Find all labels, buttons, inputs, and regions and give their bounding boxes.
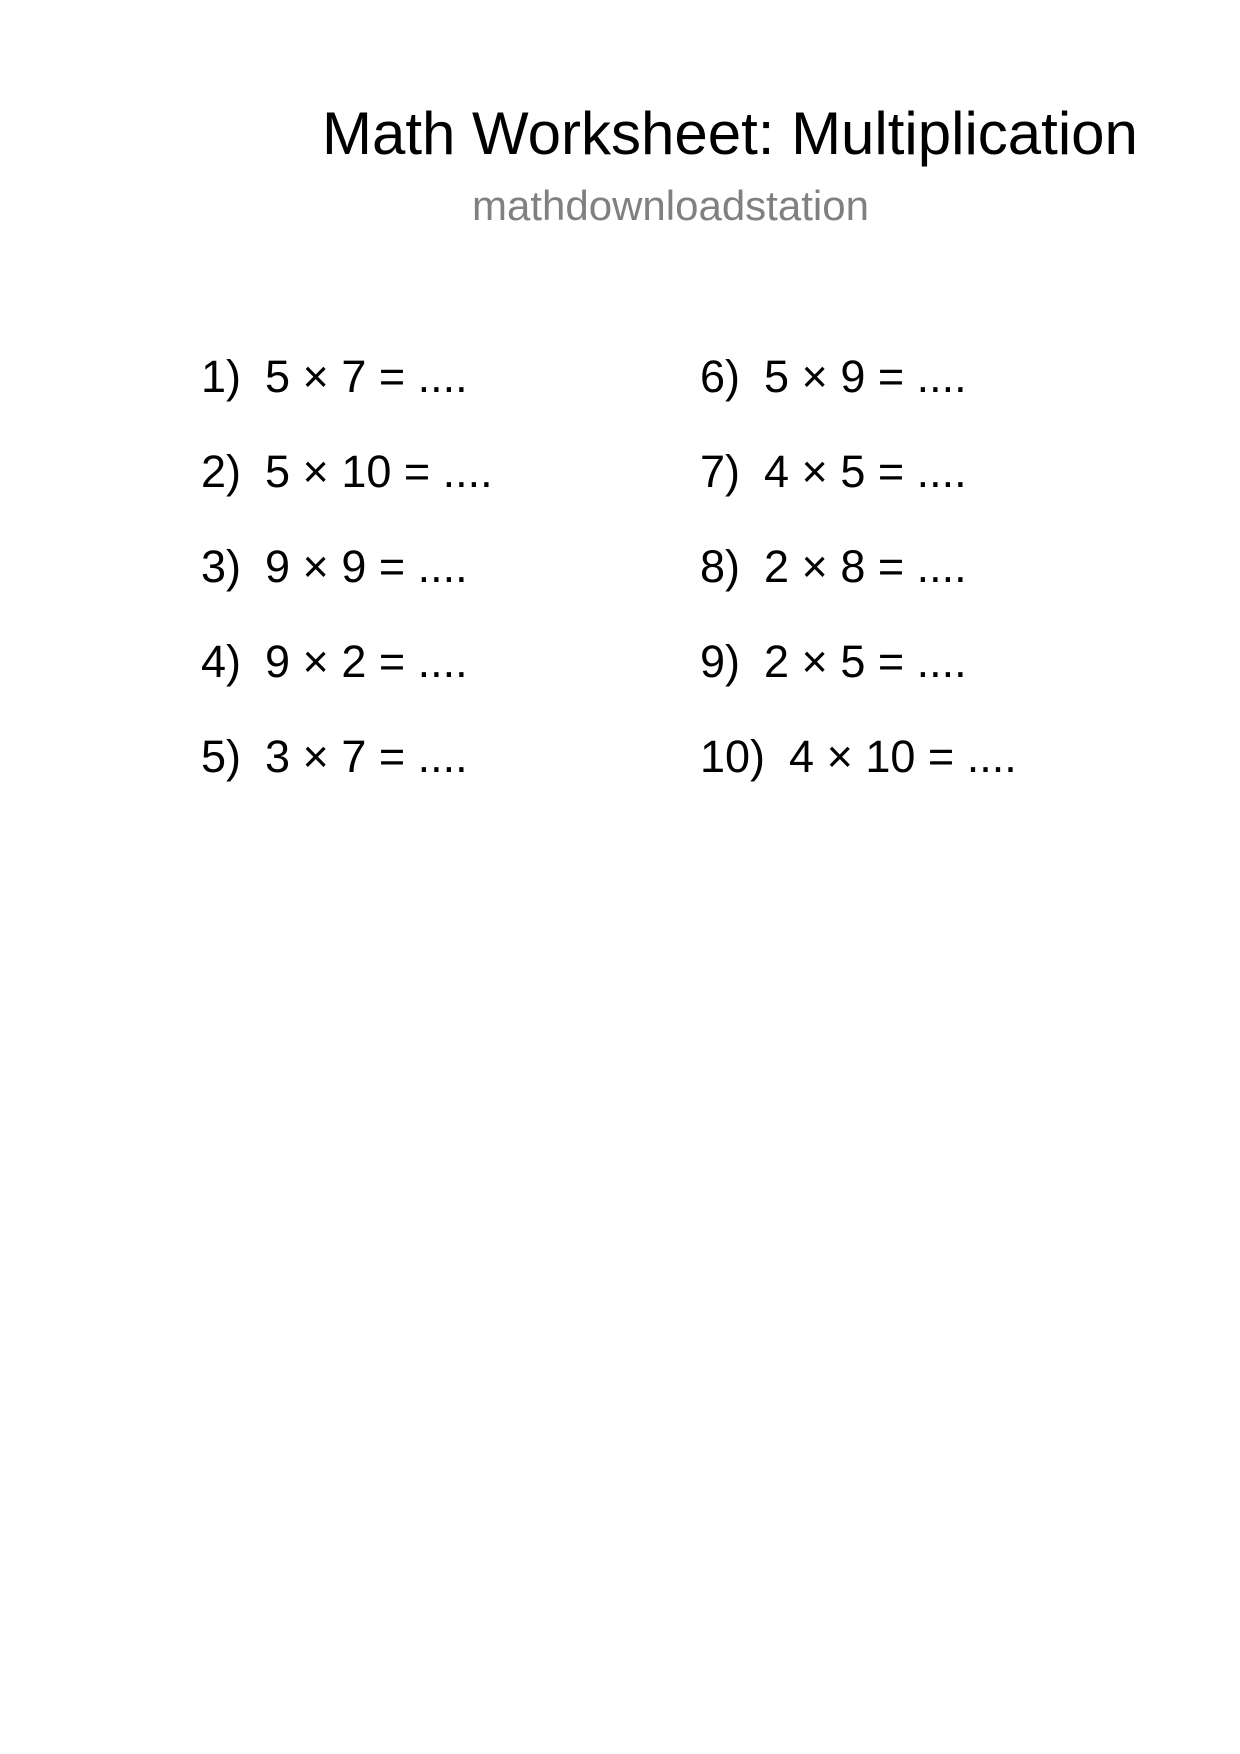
page-title: Math Worksheet: Multiplication [322,100,1138,167]
problem-expression: 9 × 2 = .... [265,636,468,687]
problem-3 [201,541,468,593]
problem-expression: 9 × 9 = .... [265,541,468,592]
problem-number: 9) [700,636,741,687]
problem-expression: 5 × 10 = .... [265,446,493,497]
problem-9 [700,636,967,688]
problem-number: 1) [201,351,242,402]
problem-6 [700,351,967,403]
problem-1 [201,351,468,403]
problem-expression: 2 × 8 = .... [764,541,967,592]
problem-expression: 2 × 5 = .... [764,636,967,687]
problem-expression: 4 × 10 = .... [789,731,1017,782]
problem-number: 7) [700,446,741,497]
problem-expression: 4 × 5 = .... [764,446,967,497]
problem-4 [201,636,468,688]
problem-2 [201,446,493,498]
problem-10 [700,731,1017,783]
problem-expression: 5 × 9 = .... [764,351,967,402]
problem-number: 6) [700,351,741,402]
problem-expression: 5 × 7 = .... [265,351,468,402]
problem-5 [201,731,468,783]
problem-number: 10) [700,731,766,782]
problem-number: 5) [201,731,242,782]
problem-number: 2) [201,446,242,497]
problem-number: 3) [201,541,242,592]
problem-8 [700,541,967,593]
problem-number: 8) [700,541,741,592]
problem-expression: 3 × 7 = .... [265,731,468,782]
page-subtitle: mathdownloadstation [472,182,869,229]
problem-number: 4) [201,636,242,687]
problem-7 [700,446,967,498]
